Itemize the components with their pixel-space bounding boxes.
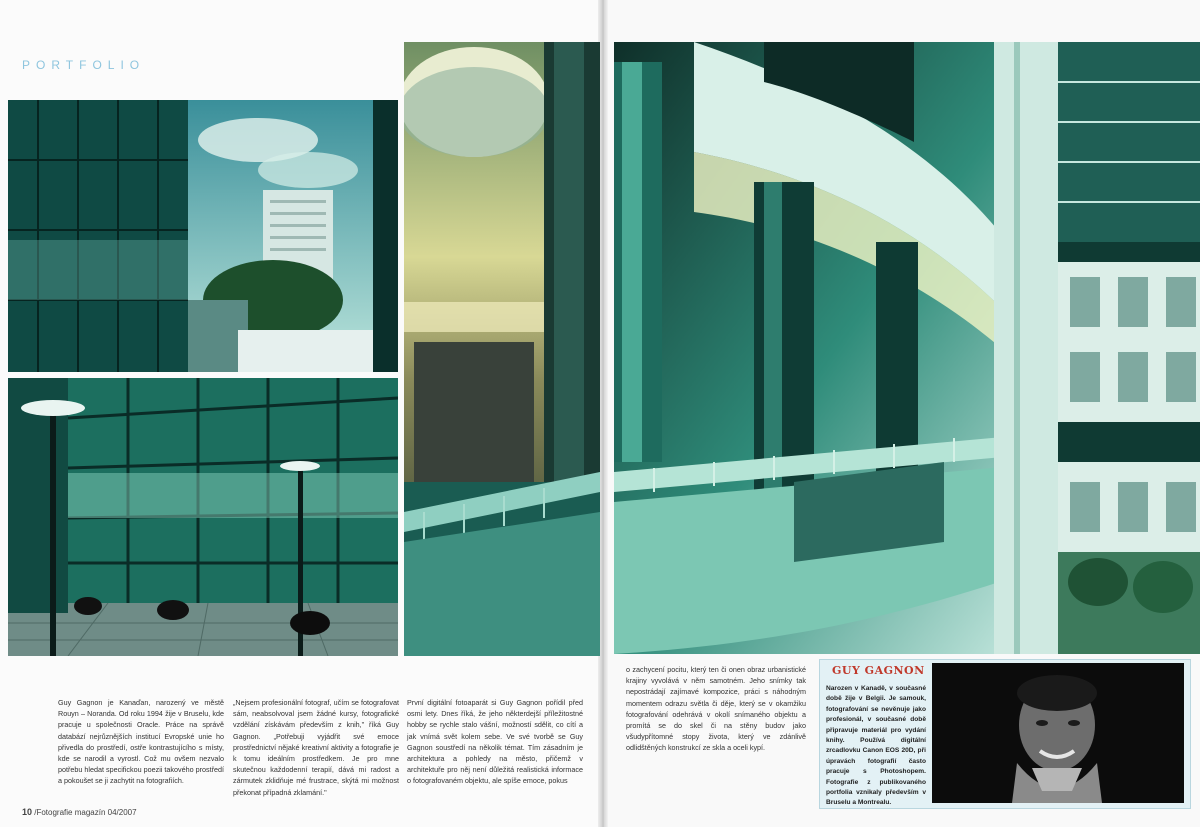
text-column-1: Guy Gagnon je Kanaďan, narozený ve městě Rouyn – Noranda. Od roku 1994 žije v Bruselu, kde pracuje u společnosti Oracle. Práce na správě databází nejrůznějších institucí Evropské unie ho přivedla do prostředí, ostře kontrastujícího s místy, kde se narodil a vyrostl. Což mu ovšem nezvalo potřebu hledat specifickou poezii takového prostředí a pokoušet se ji zachytit na fotografiích. [58, 698, 224, 786]
text-column-3: První digitální fotoaparát si Guy Gagnon pořídil před osmi lety. Dnes říká, že jeho některdejší příležitostné hobby se rychle stalo vášní, možností sdělit, co cítí a jak vnímá svět kolem sebe. Ve své tvorbě se Guy Gagnon soustředí na několik témat. Tím zásadním je architektura a pohledy na město, přičemž v architektuře pro něj není důležitá realistická informace o fotografovaném objektu, ale spíše emoce, pokus [407, 698, 583, 786]
section-label: PORTFOLIO [22, 58, 146, 72]
page-number: 10 [22, 807, 33, 817]
page-footer [22, 807, 137, 817]
publication-name: /Fotografie magazín 04/2007 [34, 808, 137, 817]
bio-name: GUY GAGNON [832, 664, 925, 677]
photo-interior-columns [404, 42, 600, 656]
photo-atrium [614, 42, 1058, 654]
photo-courtyard [8, 378, 398, 656]
photo-glass-facade [8, 100, 398, 372]
bio-text: Narozen v Kanadě, v současné době žije v Belgii. Je samouk, fotografování se nevěnuje jako profesionál, v současné době připravuje materiál pro vydání knihy. Používá digitální zrcadlovku Canon EOS 20D, při úpravách fotografií často pracuje s Photoshopem. Fotografie z publikovaného portfolia vznikaly především v Bruselu a Montrealu. [826, 685, 926, 807]
photo-facade-windows [1058, 42, 1200, 654]
photo-portrait [932, 663, 1184, 803]
text-column-2: „Nejsem profesionální fotograf, učím se fotografovat sám, neabsolvoval jsem žádné kursy, fotografické vzdělání získávám především z knih," říká Guy Gagnon. „Potřebuji vyjádřit své emoce prostřednictví nějaké kreativní aktivity a fotografie je k tomu ideálním prostředkem. Je pro mne skutečnou každodenní terapií, dává mi radost a zármutek zklidňuje mé frustrace, skýtá mi možnost překonat případná zklamání." [233, 698, 399, 797]
text-column-4: o zachycení pocitu, který ten či onen obraz urbanistické krajiny vyvolává v něm samotném. Jeho snímky tak nepostrádají zajímavé kompozice, práci s náhodným momentem odrazu světla či děje, který se v okamžiku fotografování odehrává v okolí snímaného objektu a promítá se do skel či na stěny budov jako všudypřítomné stopy života, který ve zdánlivě odlidštěných konstrukcí ze skla a oceli kypí. [626, 665, 806, 753]
